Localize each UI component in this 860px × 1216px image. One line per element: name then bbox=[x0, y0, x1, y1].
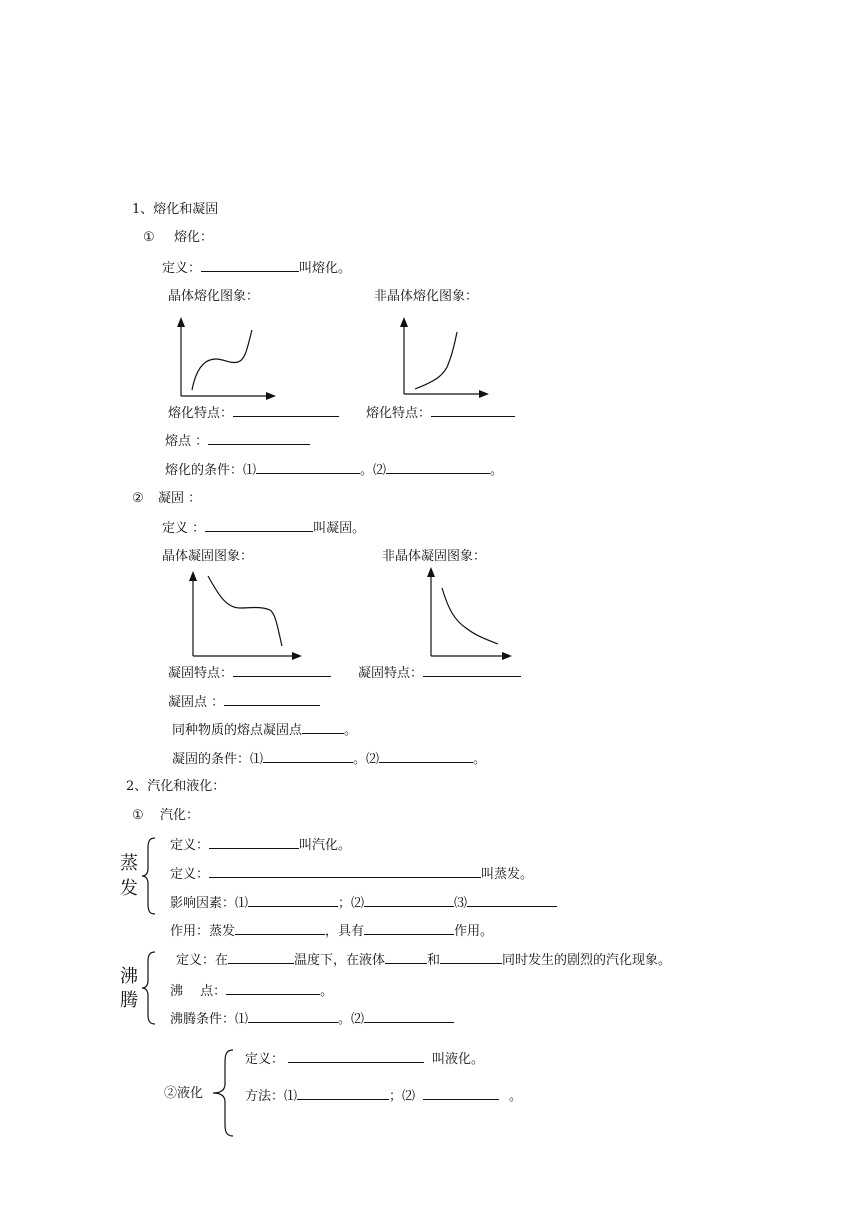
crystal-solidifying-feature bbox=[168, 664, 331, 682]
amorphous-solidifying-graph-label: 非晶体凝固图象： bbox=[382, 549, 487, 564]
boil-def-mid2: 和 bbox=[427, 953, 441, 968]
solidifying-title: 凝固 ： bbox=[158, 491, 202, 506]
liquefaction-brace bbox=[211, 1048, 237, 1138]
boil-point-blank[interactable] bbox=[226, 982, 320, 995]
solidifying-point bbox=[168, 693, 320, 711]
same-substance-blank[interactable] bbox=[302, 721, 344, 734]
evaporation-def2 bbox=[170, 865, 533, 883]
same-substance-line bbox=[172, 721, 357, 739]
melting-title: 熔化： bbox=[174, 230, 214, 245]
boil-def-blank-3[interactable] bbox=[440, 951, 502, 964]
amorphous-melting-graph-label: 非晶体熔化图象： bbox=[374, 289, 479, 304]
liq-def-blank[interactable] bbox=[288, 1050, 424, 1063]
melting-definition bbox=[162, 259, 351, 277]
amorphous-solidifying-feature bbox=[358, 664, 521, 682]
boil-cond-label: 沸腾条件：⑴ bbox=[170, 1012, 249, 1027]
solidifying-def-blank[interactable] bbox=[205, 519, 313, 532]
effect-blank-2[interactable] bbox=[364, 922, 454, 935]
boil-def-mid1: 温度下，在液体 bbox=[294, 953, 386, 968]
solidifying-conditions bbox=[172, 750, 486, 768]
crystal-solidifying-feature-label: 凝固特点： bbox=[168, 666, 234, 681]
liq-method-sep: ；⑵ bbox=[389, 1089, 416, 1104]
melting-marker: ① bbox=[143, 230, 155, 245]
liq-method1-blank[interactable] bbox=[297, 1087, 389, 1100]
crystal-solidifying-graph bbox=[182, 568, 308, 664]
boil-cond1-blank[interactable] bbox=[248, 1010, 338, 1023]
boil-point-end: 。 bbox=[320, 984, 334, 999]
solidifying-cond2-blank[interactable] bbox=[379, 750, 473, 763]
evap-def1-prefix: 定义： bbox=[170, 838, 210, 853]
crystal-melting-graph-label: 晶体熔化图象： bbox=[168, 289, 260, 304]
melting-conditions-label: 熔化的条件：⑴ bbox=[165, 463, 257, 478]
liq-method2-blank[interactable] bbox=[423, 1087, 499, 1100]
crystal-melting-feature bbox=[168, 404, 339, 422]
boil-point-label: 沸 点： bbox=[170, 984, 227, 999]
melting-point bbox=[165, 432, 310, 450]
solidifying-point-blank[interactable] bbox=[224, 693, 320, 706]
liquefaction-methods bbox=[245, 1087, 522, 1105]
evaporation-brace bbox=[141, 836, 161, 916]
melting-cond-sep: 。⑵ bbox=[360, 463, 387, 478]
melting-def-prefix: 定义： bbox=[162, 261, 202, 276]
effect-suffix: 作用。 bbox=[454, 924, 494, 939]
factor2-blank[interactable] bbox=[364, 894, 454, 907]
same-substance-text: 同种物质的熔点凝固点 bbox=[172, 723, 303, 738]
boil-def-blank-1[interactable] bbox=[228, 951, 294, 964]
section2-heading: 2、汽化和液化： bbox=[126, 779, 226, 794]
amorphous-melting-feature bbox=[366, 404, 515, 422]
solidifying-marker: ② bbox=[132, 491, 144, 506]
vaporization-marker: ① bbox=[132, 808, 144, 823]
solidifying-conditions-label: 凝固的条件：⑴ bbox=[172, 752, 264, 767]
liq-method-end: 。 bbox=[509, 1089, 523, 1104]
evaporation-char-2: 发 bbox=[120, 878, 138, 899]
boil-cond-sep: 。⑵ bbox=[338, 1012, 365, 1027]
crystal-solidifying-feature-blank[interactable] bbox=[233, 664, 331, 677]
factors-label: 影响因素：⑴ bbox=[170, 896, 249, 911]
melting-def-blank[interactable] bbox=[201, 259, 299, 272]
amorphous-melting-feature-label: 熔化特点： bbox=[366, 406, 432, 421]
boiling-definition bbox=[176, 951, 671, 969]
solidifying-definition bbox=[162, 519, 365, 537]
solidifying-cond-sep: 。⑵ bbox=[353, 752, 380, 767]
evap-def2-prefix: 定义： bbox=[170, 867, 210, 882]
liquefaction-definition bbox=[245, 1050, 484, 1068]
boil-cond2-blank[interactable] bbox=[364, 1010, 454, 1023]
evap-def1-blank[interactable] bbox=[209, 836, 299, 849]
melting-cond1-blank[interactable] bbox=[256, 461, 360, 474]
section1-heading: 1、熔化和凝固 bbox=[132, 202, 219, 217]
factors-sep1: ；⑵ bbox=[338, 896, 365, 911]
boil-def-suffix: 同时发生的剧烈的汽化现象。 bbox=[502, 953, 672, 968]
melting-cond-end: 。 bbox=[490, 463, 504, 478]
boiling-char-2: 腾 bbox=[120, 990, 138, 1011]
same-substance-end: 。 bbox=[344, 723, 358, 738]
melting-conditions bbox=[165, 461, 503, 479]
crystal-solidifying-graph-label: 晶体凝固图象： bbox=[162, 549, 254, 564]
solidifying-point-label: 凝固点 ： bbox=[168, 695, 225, 710]
amorphous-solidifying-feature-blank[interactable] bbox=[423, 664, 521, 677]
evaporation-effect bbox=[170, 922, 493, 940]
melting-point-blank[interactable] bbox=[208, 432, 310, 445]
evap-def2-suffix: 叫蒸发。 bbox=[481, 867, 534, 882]
boil-def-prefix: 定义：在 bbox=[176, 953, 229, 968]
crystal-melting-graph bbox=[170, 314, 280, 402]
liquefaction-title: ②液化 bbox=[164, 1086, 204, 1101]
amorphous-melting-feature-blank[interactable] bbox=[431, 404, 515, 417]
boiling-brace bbox=[141, 950, 161, 1026]
solidifying-cond1-blank[interactable] bbox=[263, 750, 353, 763]
evap-def1-suffix: 叫汽化。 bbox=[299, 838, 352, 853]
boil-def-blank-2[interactable] bbox=[385, 951, 427, 964]
effect-blank-1[interactable] bbox=[235, 922, 325, 935]
evaporation-factors bbox=[170, 894, 557, 912]
liq-method-label: 方法：⑴ bbox=[245, 1089, 298, 1104]
crystal-melting-feature-blank[interactable] bbox=[233, 404, 339, 417]
melting-def-suffix: 叫熔化。 bbox=[299, 261, 352, 276]
liq-def-suffix: 叫液化。 bbox=[432, 1052, 485, 1067]
crystal-melting-feature-label: 熔化特点： bbox=[168, 406, 234, 421]
vaporization-title: 汽化： bbox=[160, 808, 200, 823]
amorphous-melting-graph bbox=[393, 314, 503, 402]
melting-point-label: 熔点 ： bbox=[165, 434, 209, 449]
evap-def2-blank[interactable] bbox=[209, 865, 481, 878]
factor1-blank[interactable] bbox=[248, 894, 338, 907]
evaporation-char-1: 蒸 bbox=[120, 853, 138, 874]
amorphous-solidifying-feature-label: 凝固特点： bbox=[358, 666, 424, 681]
amorphous-solidifying-graph bbox=[420, 564, 520, 662]
boiling-conditions bbox=[170, 1010, 454, 1028]
solidifying-cond-end: 。 bbox=[473, 752, 487, 767]
liq-def-prefix: 定义： bbox=[245, 1052, 285, 1067]
factors-sep2: ⑶ bbox=[454, 896, 468, 911]
evaporation-def1 bbox=[170, 836, 351, 854]
factor3-blank[interactable] bbox=[467, 894, 557, 907]
solidifying-def-suffix: 叫凝固。 bbox=[313, 521, 366, 536]
melting-cond2-blank[interactable] bbox=[386, 461, 490, 474]
boiling-point bbox=[170, 982, 333, 1000]
effect-mid: ，具有 bbox=[325, 924, 365, 939]
effect-prefix: 作用：蒸发 bbox=[170, 924, 236, 939]
solidifying-def-prefix: 定义 ： bbox=[162, 521, 206, 536]
boiling-char-1: 沸 bbox=[120, 966, 138, 987]
